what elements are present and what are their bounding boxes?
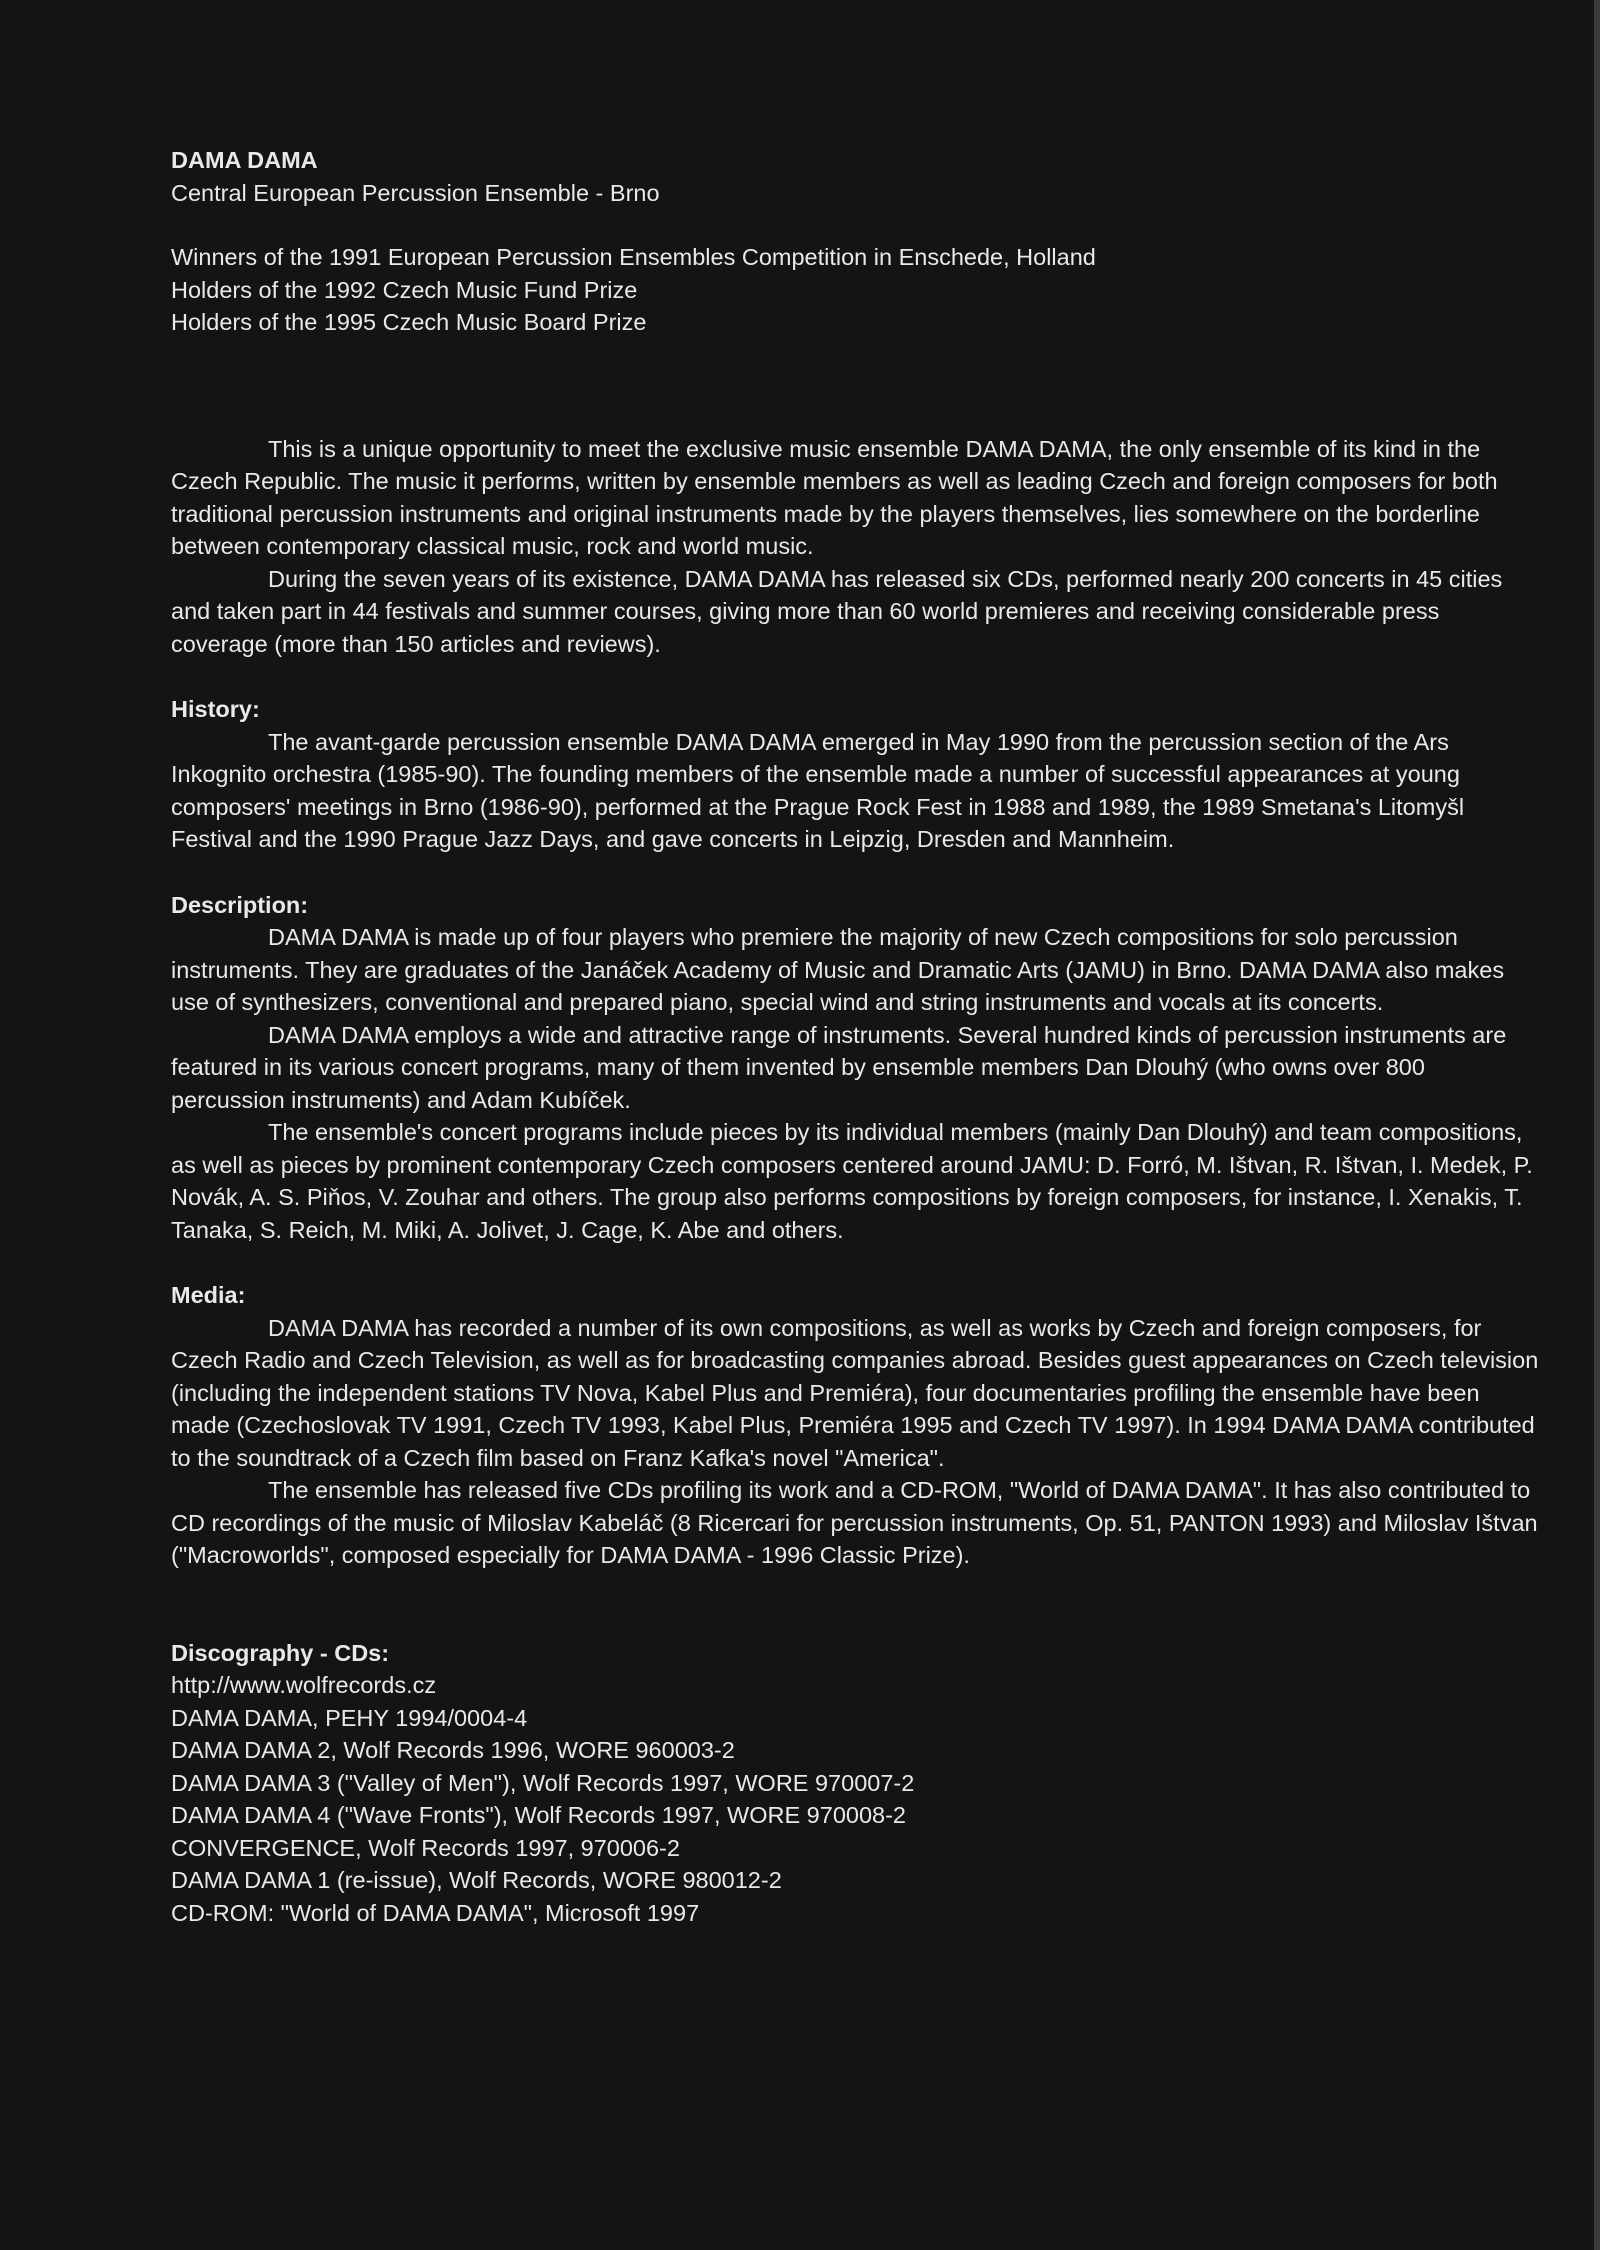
history-heading: History: xyxy=(171,696,260,722)
award-item: Holders of the 1992 Czech Music Fund Prize xyxy=(171,276,638,303)
discography-item: CD-ROM: "World of DAMA DAMA", Microsoft 1997 xyxy=(171,1899,700,1926)
history-section xyxy=(171,693,1541,856)
discography-url: http://www.wolfrecords.cz xyxy=(171,1672,437,1698)
description-paragraph: The ensemble's concert programs include pieces by its individual members (mainly Dan Dlouhý) and team compositions, as well as pieces by prominent contemporary Czech composers centered around JAMU: D. Forró, M. Ištvan, R. Ištvan, I. Medek, P. Novák, A. S. Piňos, V. Zouhar and others. The group also performs compositions by foreign composers, for instance, I. Xenakis, T. Tanaka, S. Reich, M. Miki, A. Jolivet, J. Cage, K. Abe and others. xyxy=(171,1119,1533,1243)
award-item: Winners of the 1991 European Percussion Ensembles Competition in Enschede, Holland xyxy=(171,244,1096,270)
header-block xyxy=(171,144,1541,209)
discography-item: DAMA DAMA 4 ("Wave Fronts"), Wolf Records 1997, WORE 970008-2 xyxy=(171,1802,906,1828)
history-paragraph: The avant-garde percussion ensemble DAMA DAMA emerged in May 1990 from the percussion section of the Ars Inkognito orchestra (1985-90). The founding members of the ensemble made a number of successful appearances at young composers' meetings in Brno (1986-90), performed at the Prague Rock Fest in 1988 and 1989, the 1989 Smetana's Litomyšl Festival and the 1990 Prague Jazz Days, and gave concerts in Leipzig, Dresden and Mannheim. xyxy=(171,728,1465,852)
discography-item: DAMA DAMA 2, Wolf Records 1996, WORE 960003-2 xyxy=(171,1737,735,1763)
discography-item: DAMA DAMA 1 (re-issue), Wolf Records, WORE 980012-2 xyxy=(171,1867,782,1893)
discography-item: DAMA DAMA, PEHY 1994/0004-4 xyxy=(171,1704,528,1731)
media-heading: Media: xyxy=(171,1282,246,1308)
media-paragraph: The ensemble has released five CDs profiling its work and a CD-ROM, "World of DAMA DAMA". It has also contributed to CD recordings of the music of Miloslav Kabeláč (8 Ricercari for percussion instruments, Op. 51, PANTON 1993) and Miloslav Ištvan ("Macroworlds", composed especially for DAMA DAMA - 1996 Classic Prize). xyxy=(171,1477,1538,1568)
discography-item: CONVERGENCE, Wolf Records 1997, 970006-2 xyxy=(171,1834,680,1861)
description-heading: Description: xyxy=(171,891,309,918)
media-paragraph: DAMA DAMA has recorded a number of its own compositions, as well as works by Czech and foreign composers, for Czech Radio and Czech Television, as well as for broadcasting companies abroad. Besides guest appearances on Czech television (including the independent stations TV Nova, Kabel Plus and Premiéra), four documentaries profiling the ensemble have been made (Czechoslovak TV 1991, Czech TV 1993, Kabel Plus, Premiéra 1995 and Czech TV 1997). In 1994 DAMA DAMA contributed to the soundtrack of a Czech film based on Franz Kafka's novel "America". xyxy=(171,1314,1539,1471)
award-item: Holders of the 1995 Czech Music Board Prize xyxy=(171,309,647,335)
intro-section xyxy=(171,433,1541,661)
document-page xyxy=(171,144,1541,1929)
description-paragraph: DAMA DAMA employs a wide and attractive range of instruments. Several hundred kinds of percussion instruments are featured in its various concert programs, many of them invented by ensemble members Dan Dlouhý (who owns over 800 percussion instruments) and Adam Kubíček. xyxy=(171,1021,1507,1113)
description-paragraph: DAMA DAMA is made up of four players who premiere the majority of new Czech compositions for solo percussion instruments. They are graduates of the Janáček Academy of Music and Dramatic Arts (JAMU) in Brno. DAMA DAMA also makes use of synthesizers, conventional and prepared piano, special wind and string instruments and vocals at its concerts. xyxy=(171,924,1505,1015)
discography-item: DAMA DAMA 3 ("Valley of Men"), Wolf Records 1997, WORE 970007-2 xyxy=(171,1769,915,1796)
media-section xyxy=(171,1279,1541,1572)
scan-edge-strip xyxy=(1594,0,1600,2250)
discography-section xyxy=(171,1637,1541,1930)
intro-paragraph: This is a unique opportunity to meet the exclusive music ensemble DAMA DAMA, the only ensemble of its kind in the Czech Republic. The music it performs, written by ensemble members as well as leading Czech and foreign composers for both traditional percussion instruments and original instruments made by the players themselves, lies somewhere on the borderline between contemporary classical music, rock and world music. xyxy=(171,435,1498,559)
awards-list xyxy=(171,241,1541,339)
ensemble-title: DAMA DAMA xyxy=(171,147,318,173)
intro-paragraph: During the seven years of its existence, DAMA DAMA has released six CDs, performed nearly 200 concerts in 45 cities and taken part in 44 festivals and summer courses, giving more than 60 world premieres and receiving considerable press coverage (more than 150 articles and reviews). xyxy=(171,565,1503,657)
description-section xyxy=(171,889,1541,1247)
ensemble-subtitle: Central European Percussion Ensemble - Brno xyxy=(171,179,660,206)
discography-heading: Discography - CDs: xyxy=(171,1639,390,1666)
